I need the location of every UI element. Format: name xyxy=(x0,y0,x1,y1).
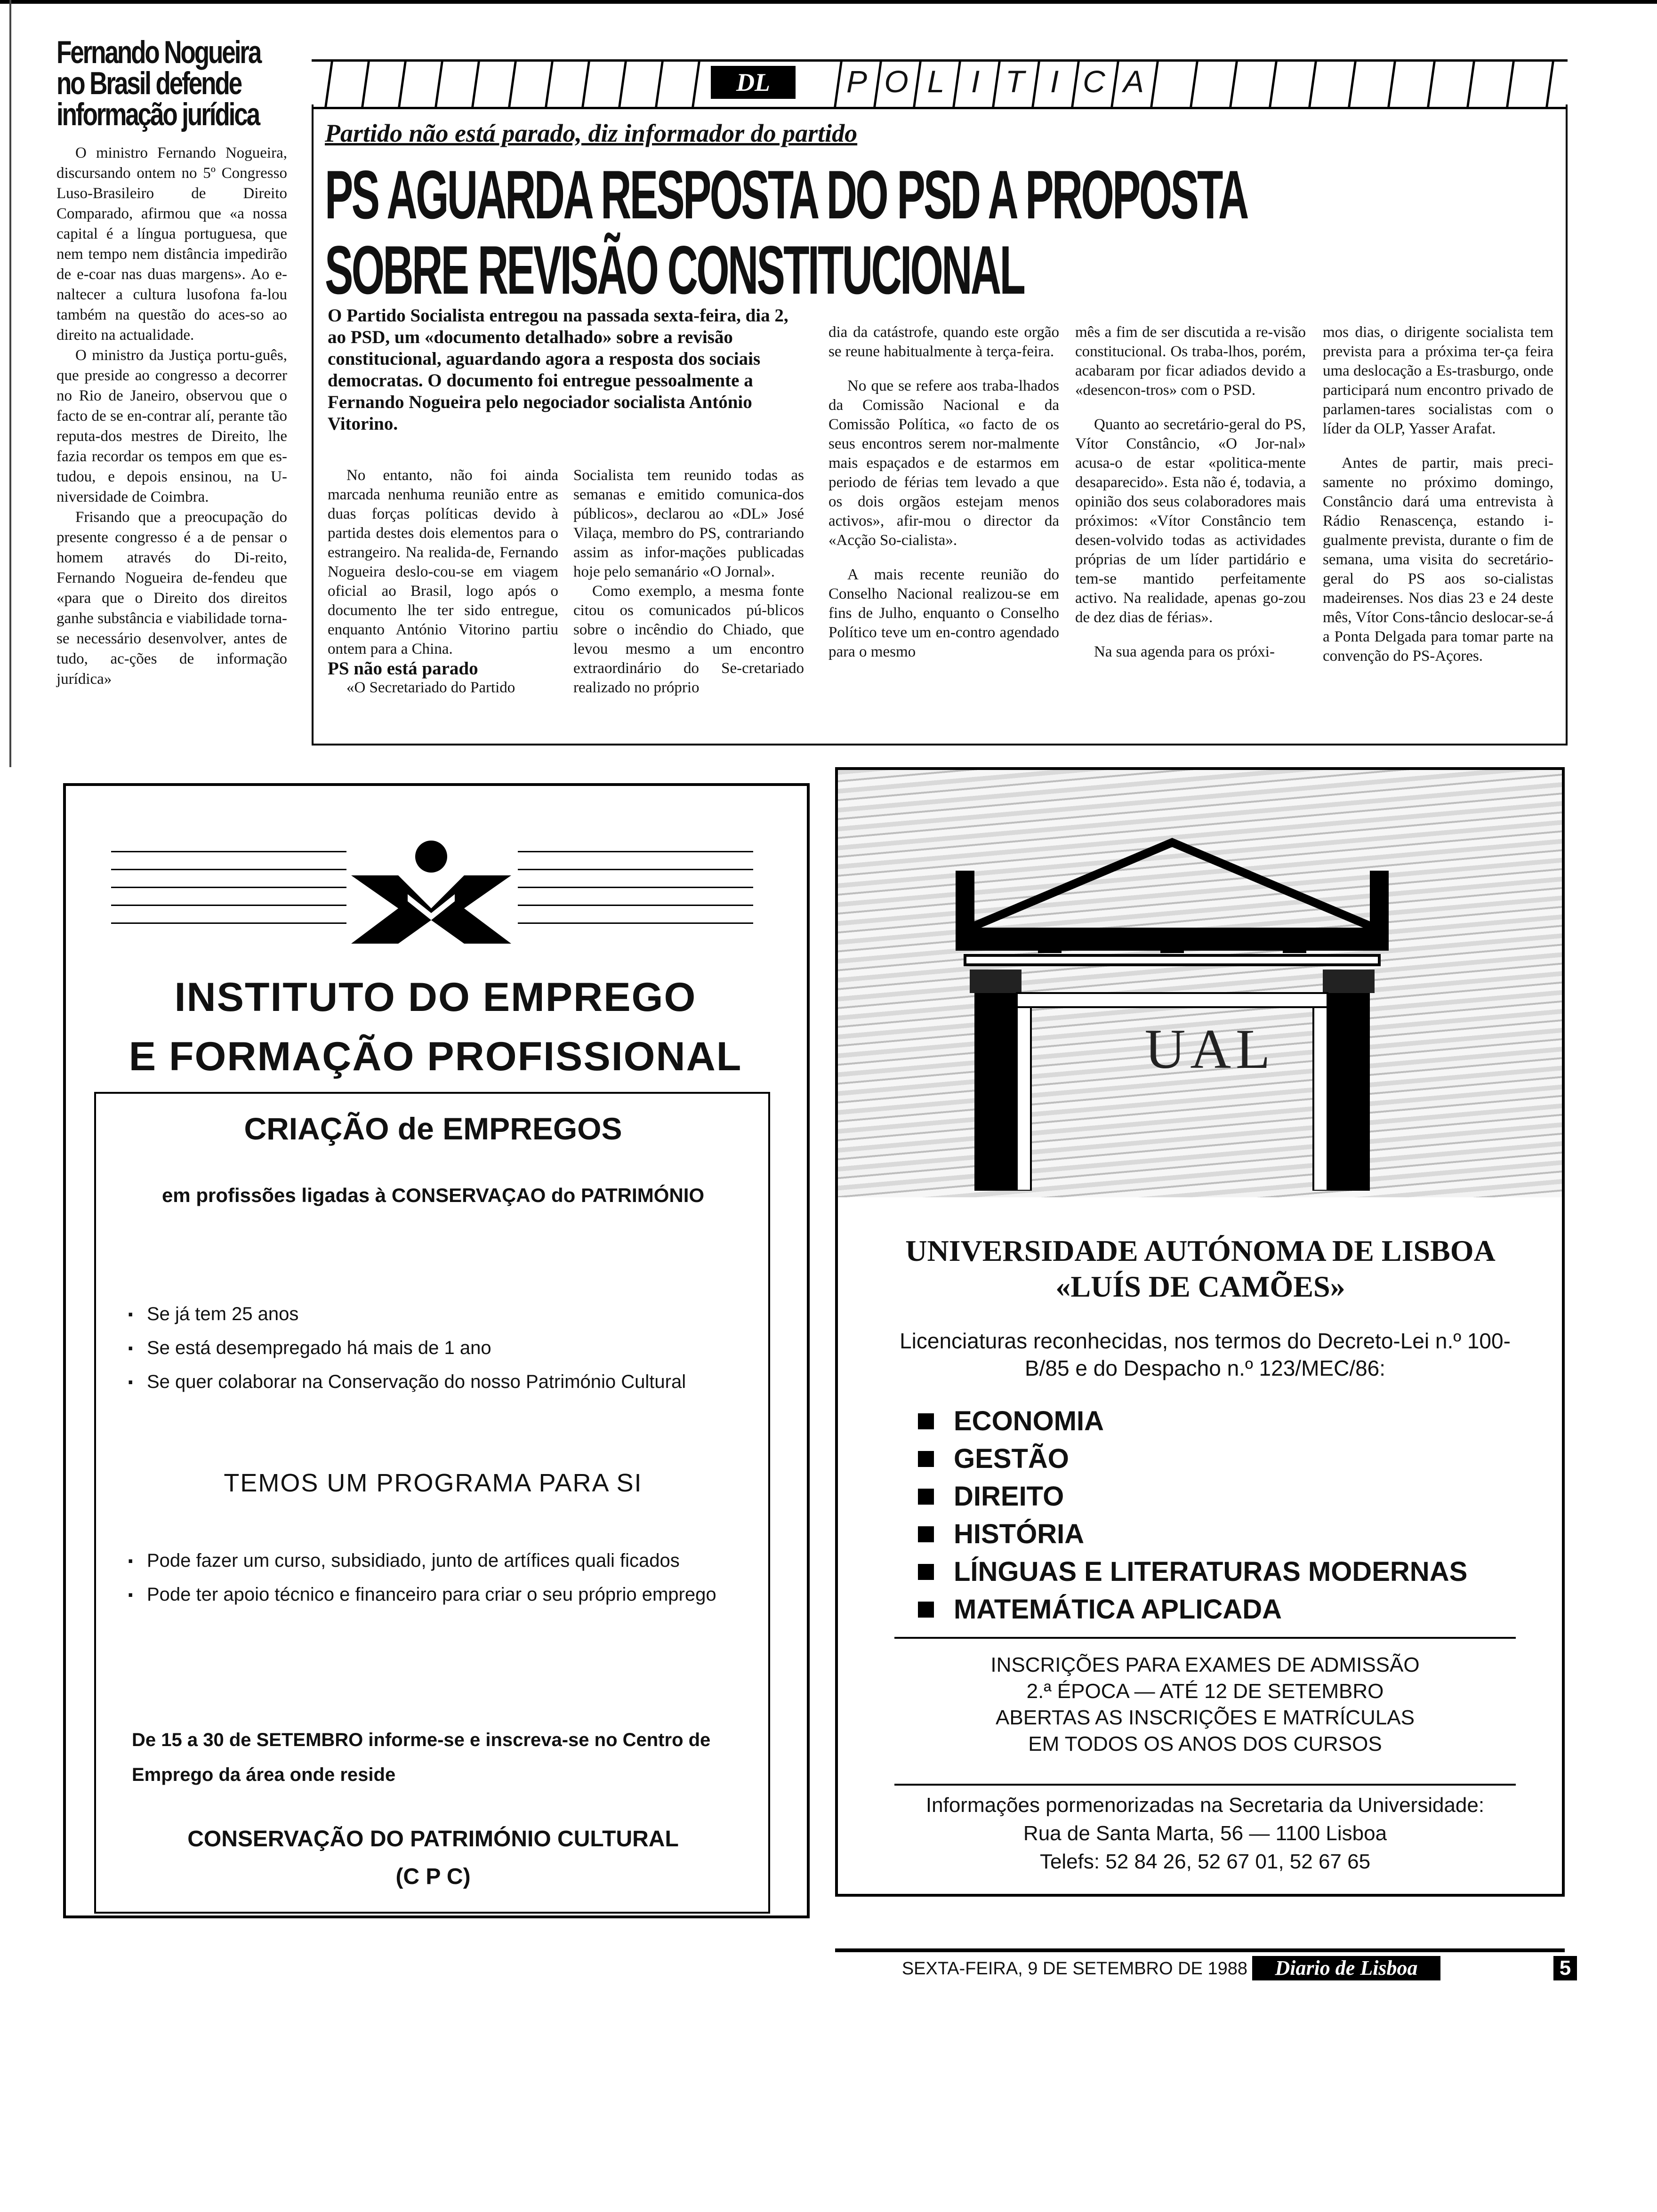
column-text: No entanto, não foi ainda marcada nenhuma reunião entre as duas forças políticas devido à partida destes dois elementos para o estrangeiro. Na realida-de, Fernando Nogueira deslo-cou-se em viagem oficial ao Brasil, logo após o documento lhe ter sido entregue, enquanto António Vitorino partiu ontem para a China. xyxy=(328,467,558,657)
registration-line: INSCRIÇÕES PARA EXAMES DE ADMISSÃO xyxy=(990,1653,1420,1676)
square-bullet-icon xyxy=(918,1489,934,1505)
list-item xyxy=(918,1478,1530,1515)
list-item xyxy=(918,1440,1530,1478)
side-article-body xyxy=(56,143,287,689)
section-letter: A xyxy=(1123,64,1144,99)
square-bullet-icon xyxy=(918,1413,934,1429)
registration-line: 2.ª ÉPOCA — ATÉ 12 DE SETEMBRO xyxy=(1026,1680,1384,1703)
column-text: Socialista tem reunido todas as semanas e emitido comunica-dos públicos», declarou ao «DL» José Vilaça, membro do PS, contrariando assim as infor-mações publicadas hoje pelo semanário «O Jornal». xyxy=(573,467,804,580)
section-letter: I xyxy=(971,64,980,99)
headline-line: SOBRE REVISÃO CONSTITUCIONAL xyxy=(325,232,1024,308)
course-label: LÍNGUAS E LITERATURAS MODERNAS xyxy=(954,1556,1468,1587)
dl-logo: DL xyxy=(711,66,796,99)
contact-line: Informações pormenorizadas na Secretaria da Universidade: xyxy=(925,1794,1485,1817)
section-letter: O xyxy=(884,64,909,99)
list-item xyxy=(918,1403,1530,1440)
headline-line: PS AGUARDA RESPOSTA DO PSD A PROPOSTA xyxy=(325,156,1247,233)
employment-ad-subtitle: CRIAÇÃO de EMPREGOS xyxy=(244,1111,622,1146)
ad-title-line: INSTITUTO DO EMPREGO xyxy=(174,975,697,1020)
square-bullet-icon xyxy=(918,1564,934,1580)
university-name xyxy=(852,1233,1549,1305)
top-rule xyxy=(0,0,1657,4)
contact-line: Telefs: 52 84 26, 52 67 01, 52 67 65 xyxy=(1039,1850,1371,1873)
section-letter: I xyxy=(1050,64,1059,99)
course-label: GESTÃO xyxy=(954,1443,1069,1474)
footer-masthead: Diario de Lisboa xyxy=(1252,1956,1440,1980)
ad-footer-line: CONSERVAÇÃO DO PATRIMÓNIO CULTURAL xyxy=(187,1827,679,1851)
article-lead: O Partido Socialista entregou na passada sexta-feira, dia 2, ao PSD, um «documento detalhado» sobre a revisão constitucional, aguardando agora a resposta dos sociais democratas. O documento foi entregue pessoalmente a Fernando Nogueira pelo negociador socialista António Vitorino. xyxy=(328,305,788,434)
university-intro: Licenciaturas reconhecidas, nos termos do Decreto-Lei n.º 100-B/85 e do Despacho n.º 123/MEC/86: xyxy=(900,1329,1511,1380)
side-paragraph: Frisando que a preocupação do presente congresso é a de pensar o homem através do Di-reito, Fernando Nogueira de-fendeu que «para que o Direito dos direitos ganhe substância e viabilidade torna-se necessário desenvolver, antes de tudo, ac-ções de informação jurídica» xyxy=(56,509,287,688)
employment-ad-title xyxy=(94,968,777,1086)
column-text: A mais recente reunião do Conselho Nacional realizou-se em fins de Julho, enquanto o Conselho Político teve um en-contro agendado para o mesmo xyxy=(828,566,1059,660)
column-text: Como exemplo, a mesma fonte citou os comunicados pú-blicos sobre o incêndio do Chiado, que levou mesmo a um encontro extraordinário do Se-cretariado realizado no próprio xyxy=(573,583,804,696)
column-text: «O Secretariado do Partido xyxy=(346,679,515,696)
list-item: . Se já tem 25 anos xyxy=(127,1297,739,1331)
footer-rule xyxy=(835,1948,1565,1952)
article-column-2 xyxy=(573,466,804,697)
column-text: No que se refere aos traba-lhados da Comissão Nacional e da Comissão Política, «o facto de os seus encontros serem nor-malmente mais espaçados e de estarmos em periodo de férias tem levado a que os dois orgãos estejam menos activos», afir-mou o director da «Acção So-cialista». xyxy=(828,377,1059,549)
contact-info xyxy=(885,1791,1525,1876)
column-text: Antes de partir, mais preci-samente no próximo domingo, Constâncio dará uma entrevista à Rádio Renascença, estando i-gualmente prevista, durante o fim de semana, uma visita do secretário-geral do PS aos so-cialistas madeirenses. Nos dias 23 e 24 deste mês, Vítor Cons-tâncio deslocar-se-á a Ponta Delgada para tomar parte na convenção do PS-Açores. xyxy=(1323,455,1553,665)
article-column-4 xyxy=(1075,323,1306,662)
course-label: HISTÓRIA xyxy=(954,1519,1085,1549)
divider xyxy=(894,1637,1516,1639)
contact-line: Rua de Santa Marta, 56 — 1100 Lisboa xyxy=(1023,1822,1387,1845)
page-number: 5 xyxy=(1553,1956,1577,1980)
conditions-list xyxy=(127,1297,739,1399)
list-item xyxy=(918,1515,1530,1553)
benefits-list xyxy=(127,1544,739,1611)
portico-icon xyxy=(946,814,1398,1191)
registration-dates: De 15 a 30 de SETEMBRO informe-se e inscreva-se no Centro de Emprego da área onde reside xyxy=(132,1730,711,1785)
list-item xyxy=(918,1553,1530,1591)
column-text: Quanto ao secretário-geral do PS, Vítor Constâncio, «O Jor-nal» acusa-o de estar «politica-mente desaparecido». Esta não é, todavia, a opinião dos seus colaboradores mais próximos: «Vítor Constâncio tem desen-volvido todas as actividades próprias de um líder partidário e tem-se mantido perfeitamente activo. Na realidade, apenas go-zou de dez dias de férias». xyxy=(1075,416,1306,626)
square-bullet-icon xyxy=(918,1451,934,1467)
footer-date: SEXTA-FEIRA, 9 DE SETEMBRO DE 1988 xyxy=(901,1959,1247,1979)
university-name-line: «LUÍS DE CAMÕES» xyxy=(1055,1270,1345,1303)
university-name-line: UNIVERSIDADE AUTÓNOMA DE LISBOA xyxy=(905,1234,1496,1267)
course-label: ECONOMIA xyxy=(954,1406,1104,1436)
side-article-headline: Fernando Nogueira no Brasil defende informação jurídica xyxy=(56,34,261,132)
list-item: . Se quer colaborar na Conservação do nosso Património Cultural xyxy=(127,1365,739,1399)
iefp-logo-icon xyxy=(346,838,516,946)
article-kicker: Partido não está parado, diz informador do partido xyxy=(325,119,858,147)
column-text: dia da catástrofe, quando este orgão se reune habitualmente à terça-feira. xyxy=(828,324,1059,360)
registration-line: ABERTAS AS INSCRIÇÕES E MATRÍCULAS xyxy=(996,1706,1415,1729)
article-headline xyxy=(325,157,1536,308)
article-column-5 xyxy=(1323,323,1553,666)
registration-info xyxy=(885,1652,1525,1757)
ual-logo: UAL xyxy=(1144,1018,1275,1080)
column-text: mos dias, o dirigente socialista tem prevista para a próxima ter-ça feira uma deslocação a Es-trasburgo, onde participará num encontro privado de parlamen-tares socialistas com o líder da OLP, Yasser Arafat. xyxy=(1323,324,1553,437)
section-letter: T xyxy=(1005,64,1025,99)
list-item xyxy=(918,1591,1530,1628)
ad-title-line: E FORMAÇÃO PROFISSIONAL xyxy=(129,1034,742,1079)
side-paragraph: O ministro da Justiça portu-guês, que preside ao congresso a decorrer no Rio de Janeiro, observou que o facto de se en-contrar alí, perante tão reputa-dos mestres de Direito, lhe fazia recordar os tempos em que es-tudou, e depois ensinou, na U-niversidade de Coimbra. xyxy=(56,347,287,505)
side-paragraph: O ministro Fernando Nogueira, discursando ontem no 5º Congresso Luso-Brasileiro de Direito Comparado, afirmou que «a nossa capital é a língua portuguesa, que nem tempo nem distância impedirão de e-coar nas duas margens». Ao e-naltecer a cultura lusofona fa-lou também na questão do aces-so ao direito na actualidade. xyxy=(56,144,287,344)
article-column-1 xyxy=(328,466,558,697)
course-label: MATEMÁTICA APLICADA xyxy=(954,1594,1282,1625)
list-item: . Pode ter apoio técnico e financeiro para criar o seu próprio emprego xyxy=(127,1578,739,1611)
ad-footer-line: (C P C) xyxy=(395,1864,471,1889)
list-item: . Pode fazer um curso, subsidiado, junto de artífices quali ficados xyxy=(127,1544,739,1578)
registration-line: EM TODOS OS ANOS DOS CURSOS xyxy=(1028,1732,1382,1755)
employment-ad-subtitle-2: em profissões ligadas à CONSERVAÇAO do PATRIMÓNIO xyxy=(161,1184,705,1206)
section-letter: P xyxy=(846,64,868,99)
section-letter: L xyxy=(927,64,945,99)
employment-ad-footer xyxy=(99,1820,767,1896)
square-bullet-icon xyxy=(918,1602,934,1618)
column-text: Na sua agenda para os próxi- xyxy=(1094,643,1275,660)
program-heading: TEMOS UM PROGRAMA PARA SI xyxy=(224,1469,643,1497)
square-bullet-icon xyxy=(918,1526,934,1542)
section-letter: C xyxy=(1083,64,1105,99)
left-margin-rule xyxy=(9,0,11,767)
article-column-3 xyxy=(828,323,1059,662)
list-item: . Se está desempregado há mais de 1 ano xyxy=(127,1331,739,1365)
divider xyxy=(894,1784,1516,1786)
course-label: DIREITO xyxy=(954,1481,1064,1512)
courses-list xyxy=(918,1403,1530,1628)
column-subhead: PS não está parado xyxy=(328,658,478,679)
column-text: mês a fim de ser discutida a re-visão constitucional. Os traba-lhos, porém, acabaram por ficar adiados devido a «desencon-tros» com o PSD. xyxy=(1075,324,1306,399)
